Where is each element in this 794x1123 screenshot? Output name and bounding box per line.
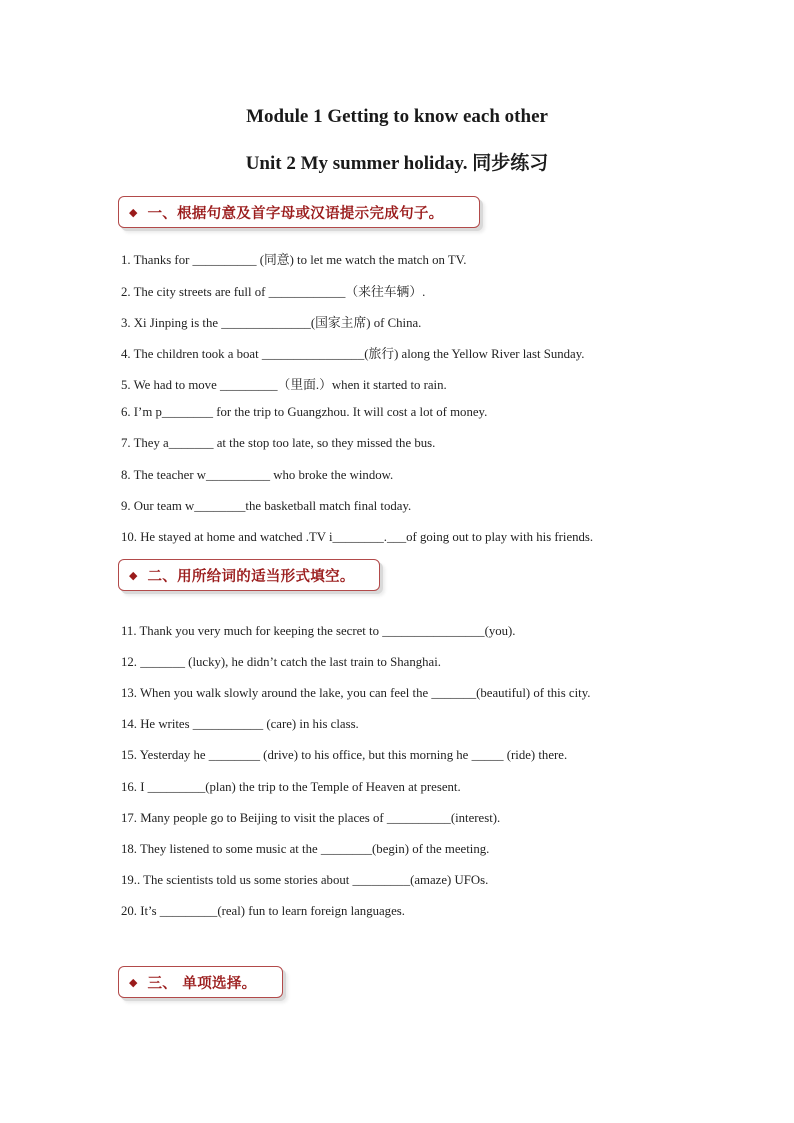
diamond-bullet-icon: ◆ [129,975,138,989]
section-header-2 [118,559,380,591]
question-19: 19.. The scientists told us some stories about _________(amaze) UFOs. [121,873,489,887]
module-title: Module 1 Getting to know each other [246,106,548,127]
section-label-2: 二、用所给词的适当形式填空。 [147,568,355,585]
question-10: 10. He stayed at home and watched .TV i________.___of going out to play with his friends. [121,530,594,544]
section-header-1 [118,196,480,228]
question-14: 14. He writes ___________ (care) in his class. [121,717,359,731]
question-17: 17. Many people go to Beijing to visit the places of __________(interest). [121,811,501,825]
question-11: 11. Thank you very much for keeping the secret to ________________(you). [121,624,516,638]
question-1: 1. Thanks for __________ (同意) to let me watch the match on TV. [121,253,467,267]
question-5: 5. We had to move _________（里面.）when it started to rain. [121,378,447,392]
question-2: 2. The city streets are full of ____________（来往车辆）. [121,285,426,299]
question-13: 13. When you walk slowly around the lake, you can feel the _______(beautiful) of this city. [121,686,591,700]
diamond-bullet-icon: ◆ [129,568,138,582]
section-label-1: 一、根据句意及首字母或汉语提示完成句子。 [147,205,444,222]
section-header-3 [118,966,283,998]
question-7: 7. They a_______ at the stop too late, so they missed the bus. [121,436,436,450]
question-9: 9. Our team w________the basketball match final today. [121,499,412,513]
question-16: 16. I _________(plan) the trip to the Temple of Heaven at present. [121,780,461,794]
question-20: 20. It’s _________(real) fun to learn foreign languages. [121,904,405,918]
question-8: 8. The teacher w__________ who broke the window. [121,468,394,482]
question-6: 6. I’m p________ for the trip to Guangzhou. It will cost a lot of money. [121,405,488,419]
question-18: 18. They listened to some music at the ________(begin) of the meeting. [121,842,490,856]
question-4: 4. The children took a boat ________________(旅行) along the Yellow River last Sunday. [121,347,585,361]
section-label-3: 三、 单项选择。 [147,975,257,992]
question-15: 15. Yesterday he ________ (drive) to his office, but this morning he _____ (ride) there. [121,748,568,762]
unit-title: Unit 2 My summer holiday. 同步练习 [245,153,549,174]
question-12: 12. _______ (lucky), he didn’t catch the last train to Shanghai. [121,655,441,669]
question-3: 3. Xi Jinping is the ______________(国家主席) of China. [121,316,422,330]
diamond-bullet-icon: ◆ [129,205,138,219]
